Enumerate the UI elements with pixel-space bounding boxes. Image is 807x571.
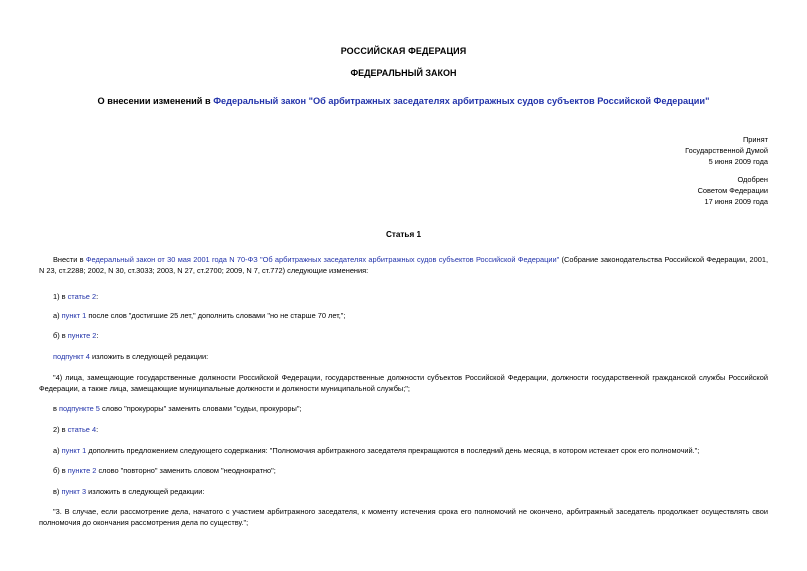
approval-line3: 17 июня 2009 года [704,197,768,206]
approval-line2: Советом Федерации [697,186,768,195]
country-heading: РОССИЙСКАЯ ФЕДЕРАЦИЯ [340,46,467,56]
item1a-prefix: а) [53,311,62,320]
item2a-prefix: а) [53,446,62,455]
item1a-paragraph [39,310,768,321]
intro-link[interactable]: Федеральный закон от 30 мая 2001 года N 70-ФЗ "Об арбитражных заседателях арбитражных судов субъектов Российской Федерации" [85,255,560,264]
item1b-suffix: : [96,331,99,340]
item2b-prefix: б) в [53,466,68,475]
article-heading: Статья 1 [385,230,422,239]
adoption-line1: Принят [742,135,768,144]
item2b-suffix: слово "повторно" заменить словом "неоднократно"; [96,466,276,475]
law-title-link[interactable]: Федеральный закон "Об арбитражных заседателях арбитражных судов субъектов Российской Федерации" [213,96,710,106]
quote4-paragraph: "4) лица, замещающие государственные должности Российской Федерации, государственные должности субъектов Российской Федерации, должности государственной гражданской службы Российской Федерации, а также лица, замещающие муниципальные должности и должности муниципальной службы;"; [39,373,768,393]
approval-line1: Одобрен [737,175,768,184]
item2-prefix: 2) в [53,425,68,434]
item1b-link[interactable]: пункте 2 [67,331,97,340]
intro-paragraph [39,254,768,276]
item2c-suffix: изложить в следующей редакции: [86,487,205,496]
item2c-link[interactable]: пункт 3 [61,487,87,496]
doc-type-heading: ФЕДЕРАЛЬНЫЙ ЗАКОН [350,68,457,78]
sub5-prefix: в [53,404,59,413]
sub5-link[interactable]: подпункте 5 [58,404,100,413]
intro-suffix: (Собрание законодательства Российской Федерации, 2001, N 23, ст.2288; 2002, N 30, ст.3033; 2003, N 27, ст.2700; 2009, N 7, ст.772) следующие изменения: [39,255,768,275]
item2b-paragraph [39,465,768,476]
intro-prefix: Внести в [53,255,86,264]
item2-link[interactable]: статье 4 [67,425,97,434]
item1-paragraph [39,291,768,302]
adoption-line3: 5 июня 2009 года [708,157,768,166]
sub4-suffix: изложить в следующей редакции: [89,352,209,361]
item2a-suffix: дополнить предложением следующего содержания: "Полномочия арбитражного заседателя прекращаются в последний день месяца, в котором истекает срок его полномочий."; [86,446,700,455]
item1b-prefix: б) в [53,331,68,340]
item2a-link[interactable]: пункт 1 [61,446,87,455]
item2b-link[interactable]: пункте 2 [67,466,97,475]
item2-suffix: : [96,425,99,434]
item1-link[interactable]: статье 2 [67,292,97,301]
approval-block [698,174,768,207]
item2a-paragraph [39,445,768,456]
item1b-paragraph [39,330,768,341]
item2c-paragraph [39,486,768,497]
item1-suffix: : [96,292,99,301]
quote3-paragraph: "3. В случае, если рассмотрение дела, начатого с участием арбитражного заседателя, к моменту истечения срока его полномочий не окончено, арбитражный заседатель продолжает осуществлять свои полномочия до окончания рассмотрения дела по существу."; [39,507,768,527]
sub5-suffix: слово "прокуроры" заменить словами "судьи, прокуроры"; [99,404,302,413]
item1-prefix: 1) в [53,292,68,301]
law-title [0,96,807,106]
law-title-prefix: О внесении изменений в [97,96,214,106]
adoption-line2: Государственной Думой [685,146,768,155]
sub4-paragraph [39,351,768,362]
sub4-link[interactable]: подпункт 4 [53,352,90,361]
item1a-suffix: после слов "достигшие 25 лет," дополнить словами "но не старше 70 лет,"; [86,311,346,320]
item2c-prefix: в) [53,487,62,496]
sub5-paragraph [39,403,768,414]
item2-paragraph [39,424,768,435]
adoption-block [685,134,768,167]
item1a-link[interactable]: пункт 1 [61,311,87,320]
